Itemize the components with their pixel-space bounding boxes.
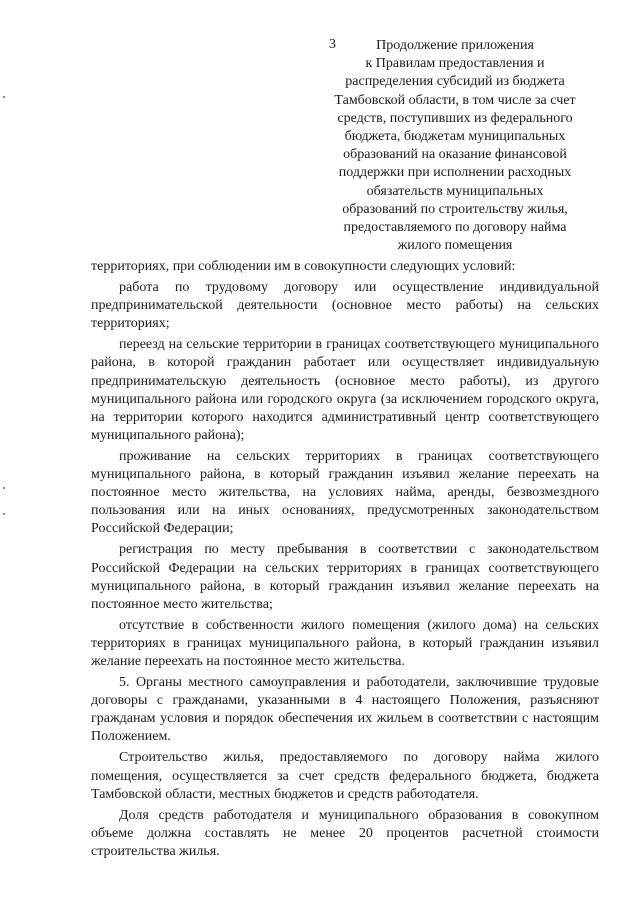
header-line: бюджета, бюджетам муниципальных [344,129,566,145]
scan-mark [3,487,5,489]
paragraph-condition-residence: проживание на сельских территориях в границах соответствующего муниципального района, в который гражданин изъявил желание переехать на постоянное место жительства, на условиях найма, аренды, безвозмездного пользования или на иных основаниях, предусмотренных законодательством Российской Федерации; [91,448,599,537]
header-line: жилого помещения [397,238,513,254]
paragraph-funding: Строительство жилья, предоставляемого по договору найма жилого помещения, осуществляется за счет средств федерального бюджета, бюджета Тамбовской области, местных бюджетов и средств работодателя. [91,750,599,802]
header-line: поддержки при исполнении расходных [338,165,572,181]
appendix-header [322,37,588,255]
header-line: к Правилам предоставления и [365,56,545,72]
header-line: обязательств муниципальных [366,183,544,199]
paragraph-item-5: 5. Органы местного самоуправления и работодатели, заключившие трудовые договоры с гражданами, указанными в 4 настоящего Положения, разъясняют гражданам условия и порядок обеспечения их жильем в соответствии с настоящим Положением. [91,675,599,745]
page-number: 3 [329,37,336,52]
header-line: предоставляемого по договору найма [343,220,567,236]
header-line: Продолжение приложения [376,38,534,53]
header-line: образований по строительству жилья, [342,201,568,217]
paragraph-continuation: территориях, при соблюдении им в совокупности следующих условий: [91,259,516,274]
paragraph-condition-work: работа по трудовому договору или осуществление индивидуальной предпринимательской деятельности (основное место работы) на сельских территориях; [91,280,599,332]
scan-mark [3,96,5,98]
header-line: распределения субсидий из бюджета [345,74,565,90]
paragraph-share: Доля средств работодателя и муниципального образования в совокупном объеме должна составлять не менее 20 процентов расчетной стоимости строительства жилья. [91,807,599,859]
header-line: Тамбовской области, в том числе за счет [334,92,576,108]
paragraph-condition-registration: регистрация по месту пребывания в соответствии с законодательством Российской Федерации на сельских территориях в границах соответствующего муниципального района, в который гражданин изъявил желание переехать на постоянное место жительства; [91,542,599,612]
paragraph-condition-no-housing: отсутствие в собственности жилого помещения (жилого дома) на сельских территориях в границах муниципального района, в который гражданин изъявил желание переехать на постоянное место жительства. [91,617,599,669]
scan-mark [3,513,5,515]
body-text [91,258,599,864]
header-line: средств, поступивших из федерального [337,110,573,126]
paragraph-condition-relocation: переезд на сельские территории в границах соответствующего муниципального района, в которой гражданин работает или осуществляет индивидуальную предпринимательскую деятельность (основное место работы), из другого муниципального района или городского округа (за исключением городского округа, на территории которого находится административный центр соответствующего муниципального района); [91,337,599,443]
header-line: образований на оказание финансовой [343,147,567,163]
